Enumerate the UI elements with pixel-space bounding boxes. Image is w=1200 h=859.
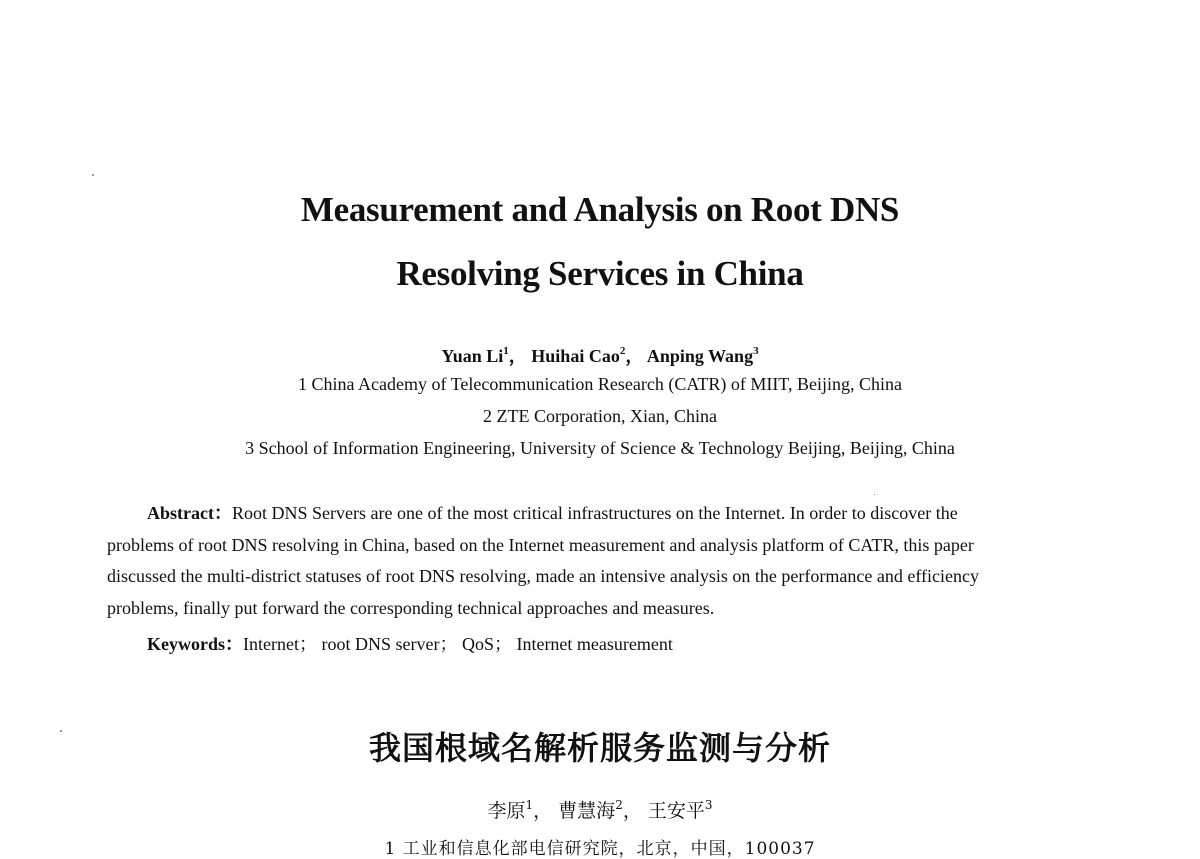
- abstract-paragraph: [107, 498, 1089, 624]
- author-list: [0, 342, 1200, 368]
- author-separator: ，: [625, 346, 644, 366]
- chinese-author-mark: 1: [525, 798, 534, 812]
- chinese-author-name: 王安平: [647, 800, 705, 822]
- keywords-label: Keywords：: [147, 634, 243, 654]
- chinese-author-name: 李原: [487, 800, 526, 822]
- abstract-line: discussed the multi-district statuses of root DNS resolving, made an intensive analysis on the performance and efficiency: [107, 566, 979, 586]
- paper-title-line-2: Resolving Services in China: [396, 254, 804, 293]
- chinese-author-list: [0, 796, 1200, 823]
- chinese-author-mark: 2: [615, 798, 623, 812]
- author-name: Yuan Li: [441, 346, 504, 366]
- chinese-affiliation-1: 1 工业和信息化部电信研究院，北京，中国，100037: [384, 839, 816, 859]
- abstract-text: Root DNS Servers are one of the most critical infrastructures on the Internet. In order to discover the: [231, 503, 958, 523]
- author-affiliation-mark: 1: [503, 345, 509, 357]
- chinese-title: 我国根域名解析服务监测与分析: [368, 729, 831, 767]
- author-name: Anping Wang: [646, 346, 754, 366]
- affiliation-1: 1 China Academy of Telecommunication Research (CATR) of MIIT, Beijing, China: [298, 374, 902, 394]
- scan-speck: [92, 174, 94, 176]
- chinese-author-separator: ，: [533, 800, 553, 822]
- keywords-line: [147, 630, 673, 656]
- abstract-label: Abstract：: [147, 503, 232, 523]
- chinese-author-separator: ，: [622, 800, 642, 822]
- author-name: Huihai Cao: [531, 346, 620, 366]
- scan-speck: [60, 730, 62, 732]
- author-affiliation-mark: 3: [753, 345, 759, 357]
- abstract-line: problems of root DNS resolving in China, based on the Internet measurement and analysis platform of CATR, this paper: [107, 534, 974, 555]
- abstract-line: [107, 498, 1089, 530]
- paper-title-line-1: Measurement and Analysis on Root DNS: [300, 190, 900, 229]
- abstract-line: problems, finally put forward the corresponding technical approaches and measures.: [107, 597, 715, 618]
- affiliation-2: 2 ZTE Corporation, Xian, China: [483, 406, 717, 426]
- author-affiliation-mark: 2: [619, 345, 626, 357]
- author-separator: ，: [508, 346, 527, 366]
- chinese-author-name: 曹慧海: [558, 800, 616, 822]
- scan-speck: [874, 494, 875, 495]
- chinese-author-mark: 3: [704, 798, 713, 812]
- keywords-text: Internet； root DNS server； QoS； Internet measurement: [243, 634, 673, 654]
- affiliation-3: 3 School of Information Engineering, University of Science & Technology Beijing, Beijing, China: [245, 438, 955, 458]
